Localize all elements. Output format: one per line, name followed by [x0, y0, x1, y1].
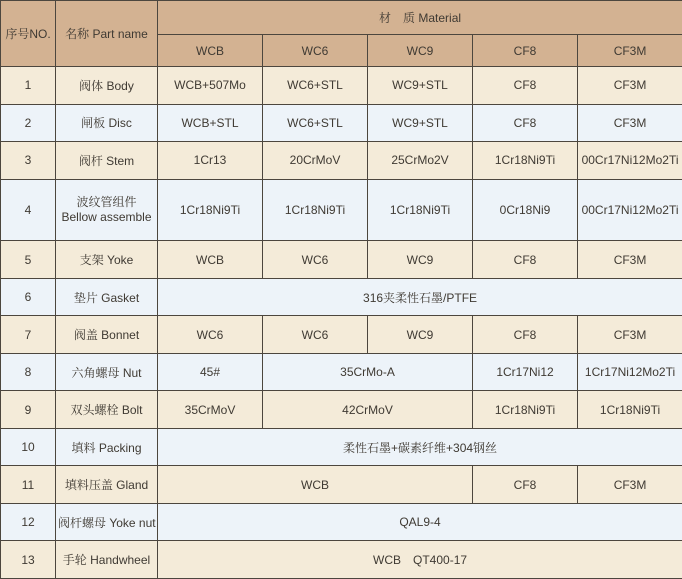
cell-part-name: 阀体 Body — [56, 67, 158, 105]
cell-material: 1Cr18Ni9Ti — [578, 391, 682, 429]
cell-material: 1Cr18Ni9Ti — [263, 179, 368, 241]
cell-material: CF8 — [473, 316, 578, 354]
part-name-en: Bellow assemble — [61, 209, 152, 224]
cell-material: 35CrMoV — [158, 391, 263, 429]
table-row — [1, 104, 682, 142]
col-header-cf3m: CF3M — [578, 35, 682, 67]
cell-material: 42CrMoV — [263, 391, 473, 429]
table-row — [1, 353, 682, 391]
table-row — [1, 503, 682, 541]
cell-no: 8 — [1, 353, 56, 391]
cell-material: CF3M — [578, 104, 682, 142]
cell-material: 1Cr18Ni9Ti — [473, 391, 578, 429]
cell-part-name: 填料 Packing — [56, 428, 158, 466]
cell-no: 1 — [1, 67, 56, 105]
table-row — [1, 316, 682, 354]
cell-material: WC9 — [368, 316, 473, 354]
cell-material: WC6 — [158, 316, 263, 354]
cell-part-name: 手轮 Handwheel — [56, 541, 158, 579]
cell-material: 柔性石墨+碳素纤维+304钢丝 — [158, 428, 682, 466]
col-header-material: 材 质 Material — [158, 1, 682, 35]
cell-material: 1Cr13 — [158, 142, 263, 180]
cell-material: WC9+STL — [368, 67, 473, 105]
col-header-wcb: WCB — [158, 35, 263, 67]
cell-part-name: 闸板 Disc — [56, 104, 158, 142]
cell-material: 1Cr18Ni9Ti — [158, 179, 263, 241]
cell-material: 1Cr17Ni12Mo2Ti — [578, 353, 682, 391]
cell-material: WC6+STL — [263, 104, 368, 142]
cell-no: 12 — [1, 503, 56, 541]
cell-part-name: 垫片 Gasket — [56, 278, 158, 316]
table-row — [1, 278, 682, 316]
cell-material: 316夹柔性石墨/PTFE — [158, 278, 682, 316]
cell-material: WCB+507Mo — [158, 67, 263, 105]
cell-material: WC9+STL — [368, 104, 473, 142]
table-row — [1, 428, 682, 466]
table-body — [1, 67, 682, 579]
col-header-wc6: WC6 — [263, 35, 368, 67]
col-header-wc9: WC9 — [368, 35, 473, 67]
table-row — [1, 179, 682, 241]
table-header — [1, 1, 682, 67]
cell-no: 13 — [1, 541, 56, 579]
cell-material: CF8 — [473, 466, 578, 504]
table-row — [1, 391, 682, 429]
cell-no: 2 — [1, 104, 56, 142]
cell-material: 0Cr18Ni9 — [473, 179, 578, 241]
cell-no: 4 — [1, 179, 56, 241]
cell-material: CF3M — [578, 241, 682, 279]
col-header-part-name: 名称 Part name — [56, 1, 158, 67]
part-name-cn: 波纹管组件 — [76, 194, 137, 209]
table-row — [1, 541, 682, 579]
cell-material: 1Cr17Ni12 — [473, 353, 578, 391]
cell-part-name: 六角螺母 Nut — [56, 353, 158, 391]
cell-no: 3 — [1, 142, 56, 180]
cell-material: 20CrMoV — [263, 142, 368, 180]
cell-part-name: 填料压盖 Gland — [56, 466, 158, 504]
cell-part-name: 阀杆螺母 Yoke nut — [56, 503, 158, 541]
cell-material: WCB — [158, 466, 473, 504]
col-header-cf8: CF8 — [473, 35, 578, 67]
cell-no: 10 — [1, 428, 56, 466]
cell-material: QAL9-4 — [158, 503, 682, 541]
cell-material: WC6 — [263, 241, 368, 279]
cell-material: 1Cr18Ni9Ti — [473, 142, 578, 180]
cell-material: WCB QT400-17 — [158, 541, 682, 579]
table-row — [1, 466, 682, 504]
cell-material: 00Cr17Ni12Mo2Ti — [578, 179, 682, 241]
cell-part-name: 阀杆 Stem — [56, 142, 158, 180]
cell-no: 5 — [1, 241, 56, 279]
cell-part-name: 支架 Yoke — [56, 241, 158, 279]
cell-material: 25CrMo2V — [368, 142, 473, 180]
cell-material: CF3M — [578, 316, 682, 354]
cell-part-name: 阀盖 Bonnet — [56, 316, 158, 354]
cell-no: 6 — [1, 278, 56, 316]
cell-material: 00Cr17Ni12Mo2Ti — [578, 142, 682, 180]
table-row — [1, 142, 682, 180]
cell-material: 35CrMo-A — [263, 353, 473, 391]
cell-material: WCB — [158, 241, 263, 279]
table-row — [1, 241, 682, 279]
cell-material: WC6+STL — [263, 67, 368, 105]
cell-material: CF8 — [473, 241, 578, 279]
cell-material: WC6 — [263, 316, 368, 354]
col-header-no: 序号NO. — [1, 1, 56, 67]
table-row — [1, 67, 682, 105]
cell-no: 7 — [1, 316, 56, 354]
cell-material: WCB+STL — [158, 104, 263, 142]
cell-no: 9 — [1, 391, 56, 429]
cell-part-name: 双头螺栓 Bolt — [56, 391, 158, 429]
cell-no: 11 — [1, 466, 56, 504]
cell-material: CF8 — [473, 104, 578, 142]
cell-material: WC9 — [368, 241, 473, 279]
cell-material: CF8 — [473, 67, 578, 105]
cell-material: CF3M — [578, 67, 682, 105]
cell-material: CF3M — [578, 466, 682, 504]
cell-material: 45# — [158, 353, 263, 391]
header-row-material — [1, 1, 682, 35]
cell-material: 1Cr18Ni9Ti — [368, 179, 473, 241]
cell-part-name — [56, 179, 158, 241]
